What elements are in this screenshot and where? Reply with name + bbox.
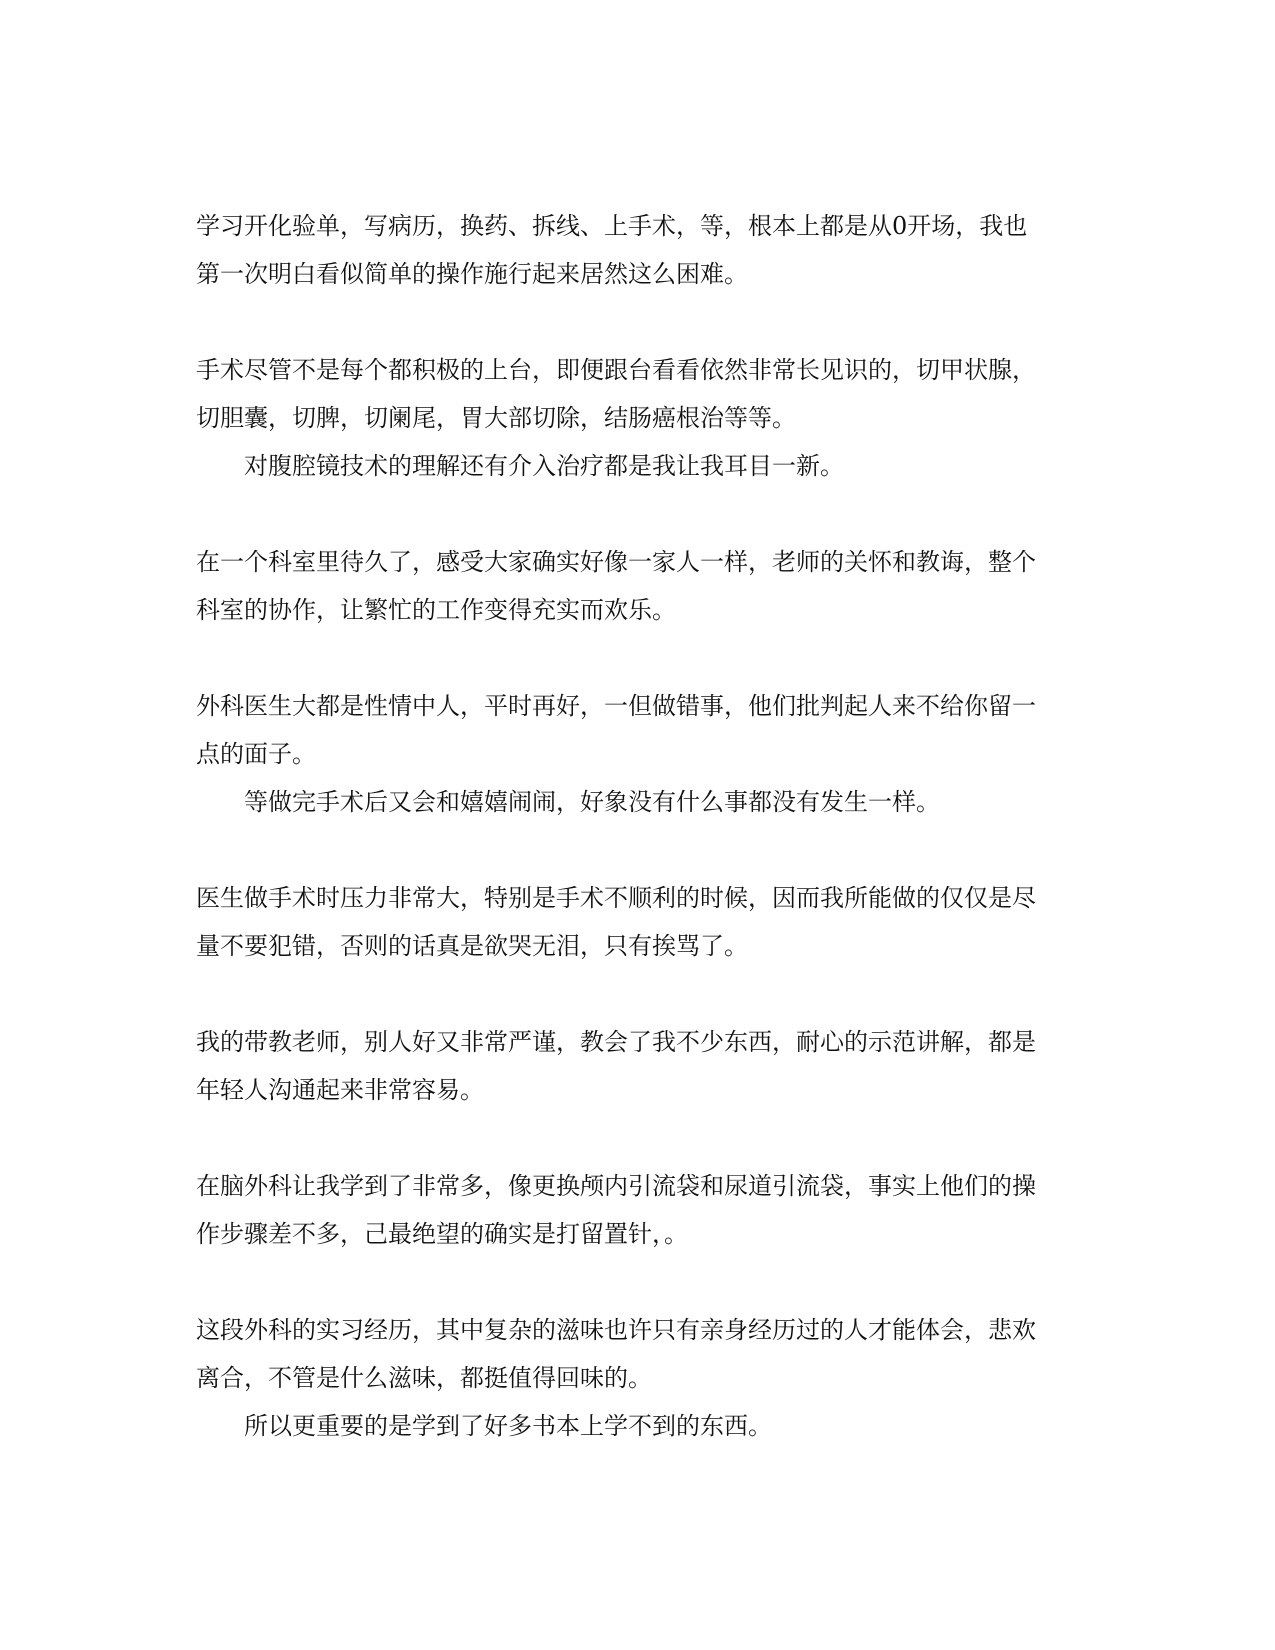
paragraph-line: 量不要犯错，否则的话真是欲哭无泪，只有挨骂了。 (196, 932, 748, 960)
paragraph-8 (196, 1306, 1076, 1450)
paragraph-line: 在脑外科让我学到了非常多，像更换颅内引流袋和尿道引流袋，事实上他们的操 (196, 1172, 1036, 1200)
paragraph-spacer (196, 1258, 1076, 1306)
paragraph-spacer (196, 826, 1076, 874)
paragraph-line: 学习开化验单，写病历，换药、拆线、上手术，等，根本上都是从0开场，我也 (196, 212, 1028, 240)
paragraph-6 (196, 1018, 1076, 1114)
paragraph-spacer (196, 1114, 1076, 1162)
paragraph-line: 年轻人沟通起来非常容易。 (196, 1076, 484, 1104)
paragraph-line: 这段外科的实习经历，其中复杂的滋味也许只有亲身经历过的人才能体会，悲欢 (196, 1316, 1036, 1344)
paragraph-5 (196, 874, 1076, 970)
paragraph-line: 点的面子。 (196, 740, 316, 768)
paragraph-line: 第一次明白看似简单的操作施行起来居然这么困难。 (196, 260, 748, 288)
paragraph-7 (196, 1162, 1076, 1258)
paragraph-line: 离合，不管是什么滋味，都挺值得回味的。 (196, 1364, 652, 1392)
paragraph-line: 作步骤差不多，己最绝望的确实是打留置针，。 (196, 1220, 688, 1248)
paragraph-spacer (196, 490, 1076, 538)
paragraph-1 (196, 202, 1076, 298)
paragraph-line: 外科医生大都是性情中人，平时再好，一但做错事，他们批判起人来不给你留一 (196, 692, 1036, 720)
paragraph-line: 科室的协作，让繁忙的工作变得充实而欢乐。 (196, 596, 676, 624)
paragraph-3 (196, 538, 1076, 634)
paragraph-line: 我的带教老师，别人好又非常严谨，教会了我不少东西，耐心的示范讲解，都是 (196, 1028, 1036, 1056)
paragraph-line: 切胆囊，切脾，切阑尾，胃大部切除，结肠癌根治等等。 (196, 404, 796, 432)
paragraph-spacer (196, 634, 1076, 682)
paragraph-spacer (196, 298, 1076, 346)
paragraph-4 (196, 682, 1076, 826)
paragraph-line: 医生做手术时压力非常大，特别是手术不顺利的时候，因而我所能做的仅仅是尽 (196, 884, 1036, 912)
paragraph-line: 手术尽管不是每个都积极的上台，即便跟台看看依然非常长见识的，切甲状腺， (196, 356, 1036, 384)
paragraph-line: 在一个科室里待久了，感受大家确实好像一家人一样，老师的关怀和教诲，整个 (196, 548, 1036, 576)
indented-line: 等做完手术后又会和嬉嬉闹闹，好象没有什么事都没有发生一样。 (244, 788, 940, 816)
paragraph-2 (196, 346, 1076, 490)
paragraph-spacer (196, 970, 1076, 1018)
document-body (196, 202, 1076, 1450)
indented-line: 对腹腔镜技术的理解还有介入治疗都是我让我耳目一新。 (244, 452, 844, 480)
indented-line: 所以更重要的是学到了好多书本上学不到的东西。 (244, 1412, 772, 1440)
